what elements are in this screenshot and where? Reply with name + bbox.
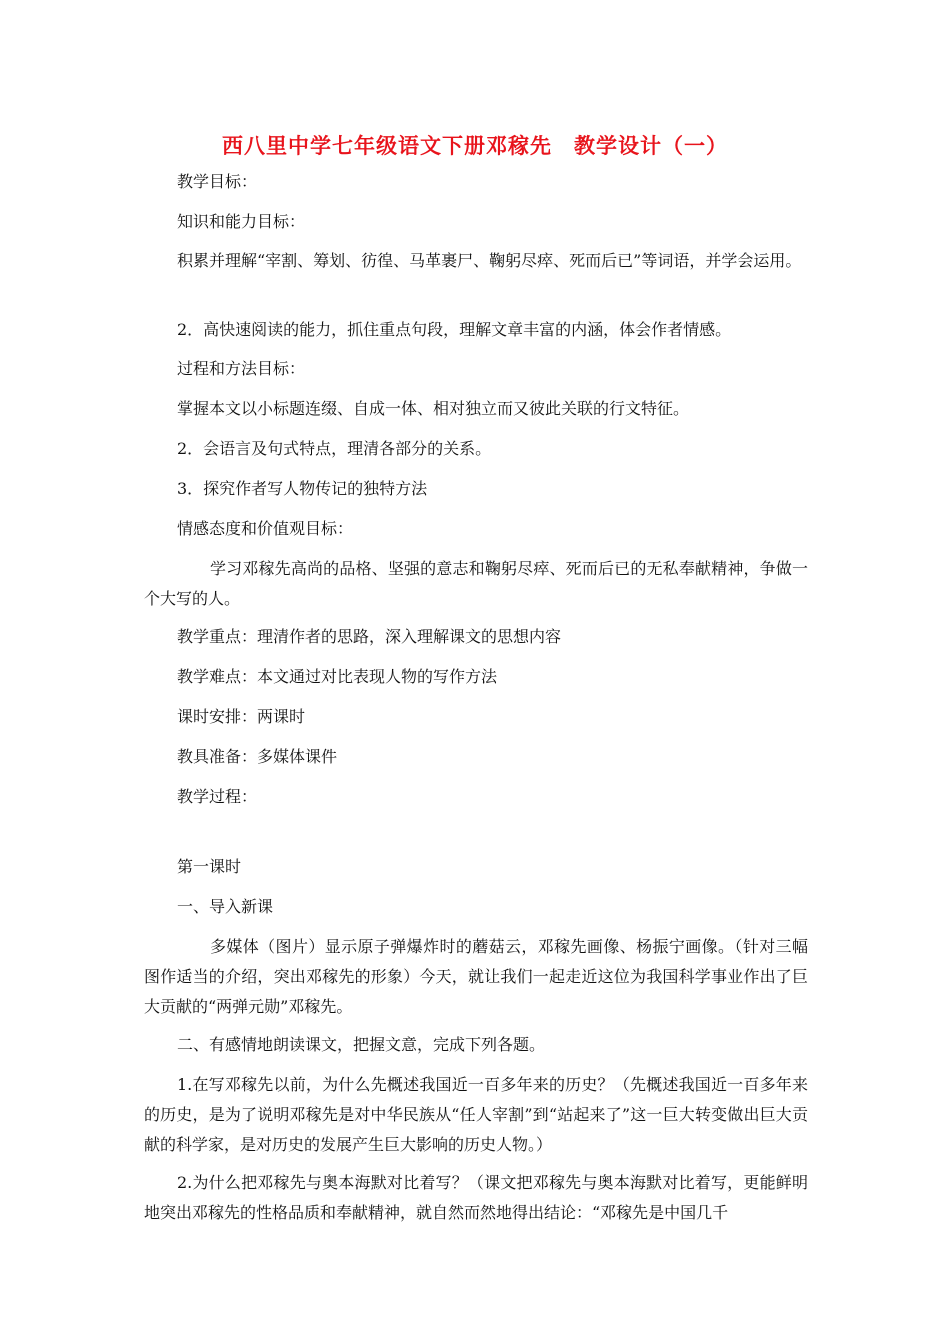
process-item-2: 2．会语言及句式特点，理清各部分的关系。 xyxy=(177,439,492,458)
question-2: 2.为什么把邓稼先与奥本海默对比着写？（课文把邓稼先与奥本海默对比着写，更能鲜明地突出邓稼先的性格品质和奉献精神，就自然而然地得出结论：“邓稼先是中国几千 xyxy=(144,1173,808,1222)
emotion-item: 学习邓稼先高尚的品格、坚强的意志和鞠躬尽瘁、死而后已的无私奉献精神，争做一个大写的人。 xyxy=(144,559,808,608)
section-2-heading: 二、有感情地朗读课文，把握文意，完成下列各题。 xyxy=(177,1035,546,1054)
intro-paragraph: 多媒体（图片）显示原子弹爆炸时的蘑菇云，邓稼先画像、杨振宁画像。（针对三幅图作适当的介绍，突出邓稼先的形象）今天，就让我们一起走近这位为我国科学事业作出了巨大贡献的“两弹元勋”邓稼先。 xyxy=(144,937,808,1016)
key-point: 教学重点：理清作者的思路，深入理解课文的思想内容 xyxy=(177,627,562,646)
knowledge-heading: 知识和能力目标： xyxy=(177,212,306,231)
process-heading: 过程和方法目标： xyxy=(177,359,306,378)
document-title: 西八里中学七年级语文下册邓稼先 教学设计（一） xyxy=(222,133,728,158)
process-item-1: 掌握本文以小标题连缀、自成一体、相对独立而又彼此关联的行文特征。 xyxy=(177,399,690,418)
process-item-3: 3．探究作者写人物传记的独特方法 xyxy=(177,479,428,498)
section-1-heading: 一、导入新课 xyxy=(177,897,274,916)
knowledge-item-2: 2．高快速阅读的能力，抓住重点句段，理解文章丰富的内涵，体会作者情感。 xyxy=(177,320,732,339)
lesson-1-heading: 第一课时 xyxy=(177,857,242,876)
difficulty: 教学难点：本文通过对比表现人物的写作方法 xyxy=(177,667,498,686)
process-label: 教学过程： xyxy=(177,787,258,806)
knowledge-item-1: 积累并理解“宰割、筹划、彷徨、马革裹尸、鞠躬尽瘁、死而后已”等词语，并学会运用。 xyxy=(177,251,802,270)
question-1: 1.在写邓稼先以前，为什么先概述我国近一百多年来的历史？（先概述我国近一百多年来的历史，是为了说明邓稼先是对中华民族从“任人宰割”到“站起来了”这一巨大转变做出巨大贡献的科学家，是对历史的发展产生巨大影响的历史人物。） xyxy=(144,1075,808,1154)
schedule: 课时安排：两课时 xyxy=(177,707,306,726)
tools: 教具准备：多媒体课件 xyxy=(177,747,338,766)
emotion-heading: 情感态度和价值观目标： xyxy=(177,519,354,538)
objectives-heading: 教学目标： xyxy=(177,172,258,191)
